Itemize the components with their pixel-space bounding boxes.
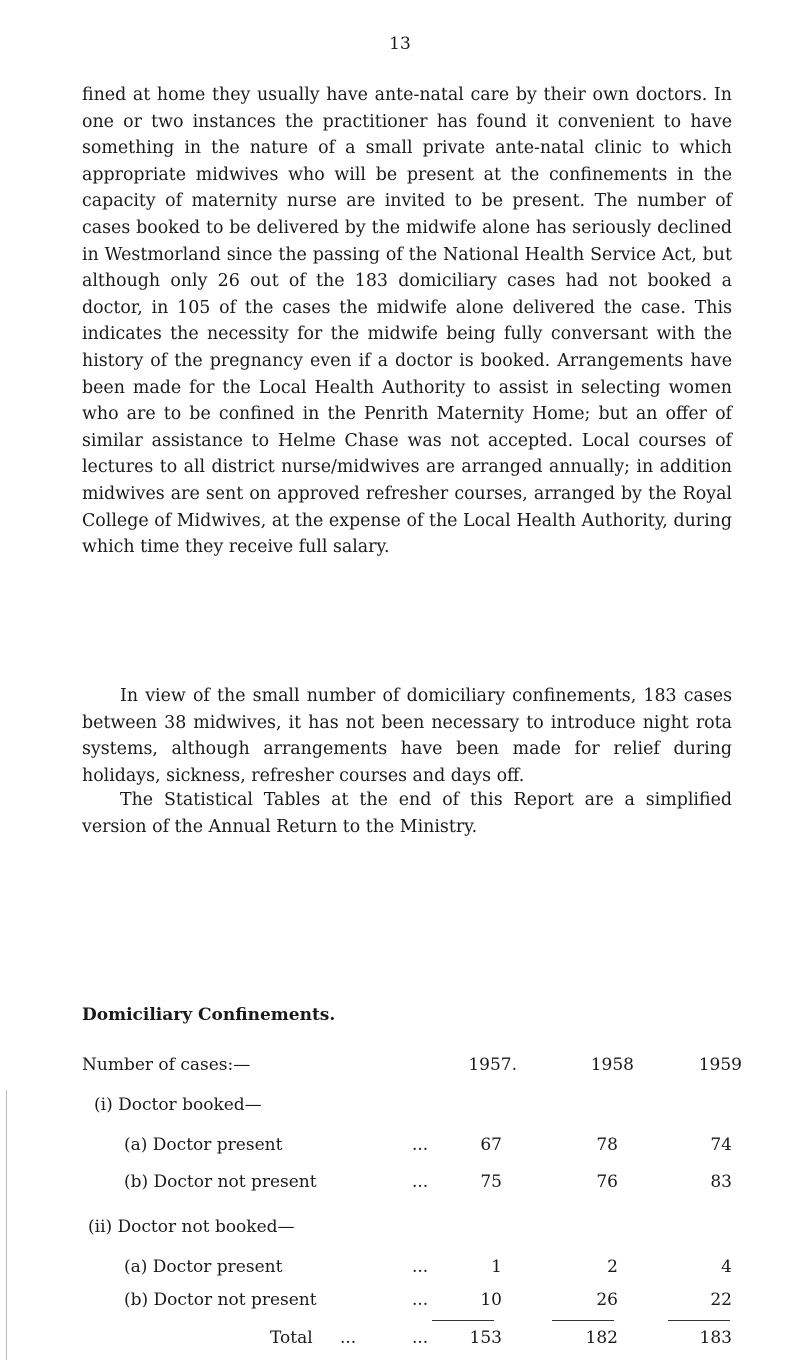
row-label: (a) Doctor present [124,1135,283,1155]
value-1958: 78 [596,1135,618,1155]
value-1958: 26 [596,1290,618,1310]
total-1958: 182 [585,1328,618,1348]
sum-rule [432,1320,494,1321]
row-leader-dots: ... [412,1135,429,1155]
value-1959: 83 [710,1172,732,1192]
value-1959: 74 [710,1135,732,1155]
table-row [82,1135,732,1163]
row-leader-dots: ... [412,1257,429,1277]
total-row [82,1328,732,1356]
total-leader-dots: ... [340,1328,357,1348]
total-1957: 153 [469,1328,502,1348]
value-1957: 1 [491,1257,502,1277]
total-label: Total [270,1328,313,1348]
value-1959: 22 [710,1290,732,1310]
paragraph-night-rota: In view of the small number of domiciliary confinements, 183 cases between 38 midwives, it has not been necessary to introduce night rota systems, although arrangements have been made for relief during holidays, sickness, refresher courses and days off. [82,686,732,786]
group-doctor-not-booked [82,1217,732,1245]
value-1957: 75 [480,1172,502,1192]
group-label: (ii) Doctor not booked— [88,1217,295,1237]
paragraph-antenatal-care: fined at home they usually have ante-natal care by their own doctors. In one or two instances the practitioner has found it convenient to have something in the nature of a small private ante-natal clinic to which appropriate midwives who will be present at the confinements in the capacity of maternity nurse are invited to be present. The number of cases booked to be delivered by the midwife alone has seriously declined in Westmorland since the passing of the National Health Service Act, but although only 26 out of the 183 domiciliary cases had not booked a doctor, in 105 of the cases the midwife alone delivered the case. This indicates the necessity for the midwife being fully conversant with the history of the pregnancy even if a doctor is booked. Arrangements have been made for the Local Health Authority to assist in selecting women who are to be confined in the Penrith Maternity Home; but an offer of similar assistance to Helme Chase was not accepted. Local courses of lectures to all district nurse/midwives are arranged annually; in addition midwives are sent on approved refresher courses, arranged by the Royal College of Midwives, at the expense of the Local Health Authority, during which time they receive full salary. [82,85,732,558]
section-heading: Domiciliary Confinements. [82,1005,336,1025]
margin-line [6,1090,7,1360]
total-leader-dots: ... [412,1328,429,1348]
table-row [82,1257,732,1285]
total-1959: 183 [699,1328,732,1348]
table-row [82,1290,732,1318]
table-header-row [82,1055,742,1083]
value-1959: 4 [721,1257,732,1277]
row-label: (b) Doctor not present [124,1290,317,1310]
value-1957: 67 [480,1135,502,1155]
row-leader-dots: ... [412,1172,429,1192]
paragraph-statistical-tables: The Statistical Tables at the end of this Report are a simplified version of the Annual Return to the Ministry. [82,790,732,837]
header-label: Number of cases:— [82,1055,251,1075]
sum-rule [552,1320,614,1321]
year-1959: 1959 [698,1055,742,1075]
group-doctor-booked [82,1095,732,1123]
year-1957: 1957. [468,1055,517,1075]
row-label: (a) Doctor present [124,1257,283,1277]
value-1957: 10 [480,1290,502,1310]
page-number: 13 [389,34,411,54]
table-row [82,1172,732,1200]
value-1958: 76 [596,1172,618,1192]
year-1958: 1958 [590,1055,634,1075]
group-label: (i) Doctor booked— [94,1095,262,1115]
value-1958: 2 [607,1257,618,1277]
row-leader-dots: ... [412,1290,429,1310]
sum-rule [668,1320,730,1321]
row-label: (b) Doctor not present [124,1172,317,1192]
